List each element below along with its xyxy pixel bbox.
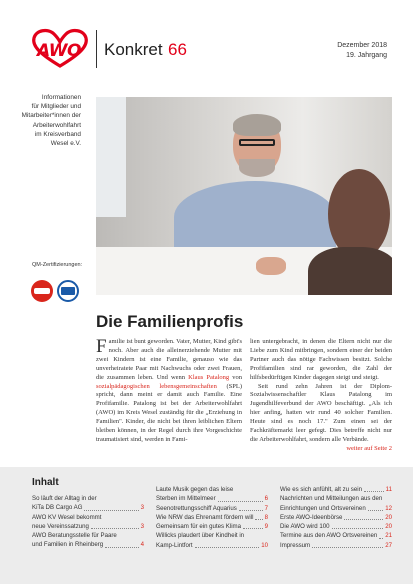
toc-page: 21 [385, 532, 392, 540]
toc-entry[interactable] [32, 540, 144, 549]
toc-page: 8 [264, 513, 268, 521]
toc-title: Laute Musik gegen das leise [156, 486, 234, 493]
toc-entry[interactable] [280, 531, 392, 540]
toc-title: Kamp-Lintfort [156, 541, 193, 549]
intro-line: Wesel e.V. [50, 140, 81, 148]
toc-entry[interactable] [280, 485, 392, 494]
toc-entry[interactable] [280, 494, 392, 503]
contents-column-2 [156, 485, 268, 550]
toc-entry[interactable] [32, 522, 144, 531]
toc-page: 3 [140, 504, 144, 512]
toc-entry[interactable] [280, 504, 392, 513]
toc-title: Sterben im Mittelmeer [156, 495, 216, 503]
toc-entry[interactable] [156, 513, 268, 522]
toc-title: Seenotrettungsschiff Aquarius [156, 504, 237, 512]
toc-title: Erste AWO-Ideenbörse [280, 513, 343, 521]
toc-entry[interactable] [280, 513, 392, 522]
intro-line: für Mitglieder und [31, 103, 81, 111]
toc-title: neue Vereinssatzung [32, 522, 89, 530]
toc-title: Termine aus den AWO Ortsvereinen [280, 532, 378, 540]
issue-volume: 19. Jahrgang [346, 52, 387, 59]
toc-page: 4 [140, 541, 144, 549]
toc-title: und Familien in Rheinberg [32, 541, 104, 549]
toc-entry[interactable] [156, 541, 268, 550]
article-text: von [229, 373, 242, 381]
toc-title: So läuft der Alltag in der [32, 495, 97, 502]
toc-title: Die AWO wird 100 [280, 523, 330, 531]
highlight-term: sozialpädagogischen lebensgemeinschaften [96, 382, 217, 390]
highlight-name: Klaus Patalong [188, 373, 230, 381]
toc-title: Wie es sich anfühlt, alt zu sein [280, 486, 362, 493]
article-paragraph: Seit rund zehn Jahren ist der Diplom-Sozialwissenschaftler Klaus Patalong im Jugendhilfeverbund der AWO beschäftigt. „Als ich hier anfing, hatten wir rund 40 solcher Familien. Heute sind es noch 17." Zum einen sei der Fachkräftemarkt leer gefegt. Dies betreffe nicht nur die Arbeiterwohlfahrt, sondern alle Verbände. [250, 382, 392, 443]
toc-title: Impressum [280, 541, 311, 549]
toc-entry[interactable] [156, 531, 268, 540]
toc-page: 9 [264, 523, 268, 531]
toc-title: Willicks plaudert über Kindheit in [156, 532, 245, 540]
toc-title: KiTa DB Cargo AG [32, 504, 83, 512]
toc-page: 7 [264, 504, 268, 512]
article-text: amilie ist bunt geworden. Vater, Mutter, Kind gibt's noch. Aber auch die alleinerziehende Mutter mit zwei Kindern ist eine Familie, genauso wie das unverheiratete Paar mit Nachwuchs oder zwei Frauen, die zusammen leben. Und wenn [96, 338, 242, 381]
article-text: (SPL) spricht, dann meint er damit auch Familie. Eine Profifamilie. Patalong ist bei der Arbeiterwohlfahrt (AWO) im Kreis Wesel zuständig für die „Erziehung in Familien". Kinder, die nicht bei ihren leiblichen Eltern bleiben können, in der Regel durch ihre Vorgeschichte traumatisiert sind, werden in Fami- [96, 382, 242, 443]
toc-title: AWO Beratungsstelle für Paare [32, 532, 117, 540]
toc-page: 10 [261, 541, 268, 549]
toc-title: AWO KV Wesel bekommt [32, 513, 102, 521]
toc-page: 20 [385, 523, 392, 531]
toc-page: 6 [264, 495, 268, 503]
toc-entry[interactable] [32, 531, 144, 540]
article-column-2 [250, 338, 392, 454]
toc-entry[interactable] [280, 522, 392, 531]
toc-title: Wie NRW das Ehrenamt fördern will [156, 513, 254, 521]
contents-title: Inhalt [32, 477, 59, 488]
intro-line: Informationen [41, 94, 81, 101]
toc-entry[interactable] [156, 494, 268, 503]
intro-line: Mitarbeiter*innen der [21, 112, 81, 120]
header-divider [96, 30, 97, 68]
contents-column-3 [280, 485, 392, 550]
intro-line: im Kreisverband [34, 130, 81, 138]
publication-intro [0, 93, 81, 148]
toc-title: Nachrichten und Mitteilungen aus den [280, 495, 383, 503]
article-headline: Die Familienprofis [96, 312, 244, 331]
issue-number: 66 [168, 40, 187, 59]
continued-link[interactable]: weiter auf Seite 2 [346, 444, 392, 452]
toc-entry[interactable] [156, 485, 268, 494]
magazine-name: Konkret [104, 40, 163, 59]
qm-certifications-label: QM-Zertifizierungen: [32, 262, 83, 268]
toc-page: 20 [385, 513, 392, 521]
toc-page: 11 [385, 486, 392, 493]
cover-photo [96, 97, 392, 295]
article-paragraph: lien untergebracht, in denen die Eltern nicht nur die Liebe zum Kind mitbringen, sondern einer der beiden Partner auch das nötige Fachwissen besitzt. Solche Profifamilien sind rar geworden, die Zahl der hilfsbedürftigen Kinder dagegen steigt und steigt. [250, 338, 392, 381]
toc-entry[interactable] [32, 503, 144, 512]
toc-entry[interactable] [156, 522, 268, 531]
toc-entry[interactable] [32, 513, 144, 522]
awo-logo-text: AWO [37, 41, 81, 61]
issue-date: Dezember 2018 [337, 42, 387, 49]
toc-title: Gemeinsam für ein gutes Klima [156, 523, 242, 531]
article-column-1 [96, 338, 242, 445]
issue-date-block [337, 41, 387, 61]
certification-seal-red-icon [31, 280, 53, 302]
drop-cap: F [96, 336, 107, 357]
intro-line: Arbeiterwohlfahrt [32, 121, 81, 129]
toc-entry[interactable] [156, 504, 268, 513]
certification-seal-blue-icon [57, 280, 79, 302]
toc-page: 12 [385, 504, 392, 512]
toc-page: 3 [140, 522, 144, 530]
toc-entry[interactable] [280, 541, 392, 550]
toc-entry[interactable] [32, 494, 144, 503]
toc-page: 27 [385, 541, 392, 549]
toc-title: Einrichtungen und Ortsvereinen [280, 504, 366, 512]
contents-column-1 [32, 494, 144, 550]
